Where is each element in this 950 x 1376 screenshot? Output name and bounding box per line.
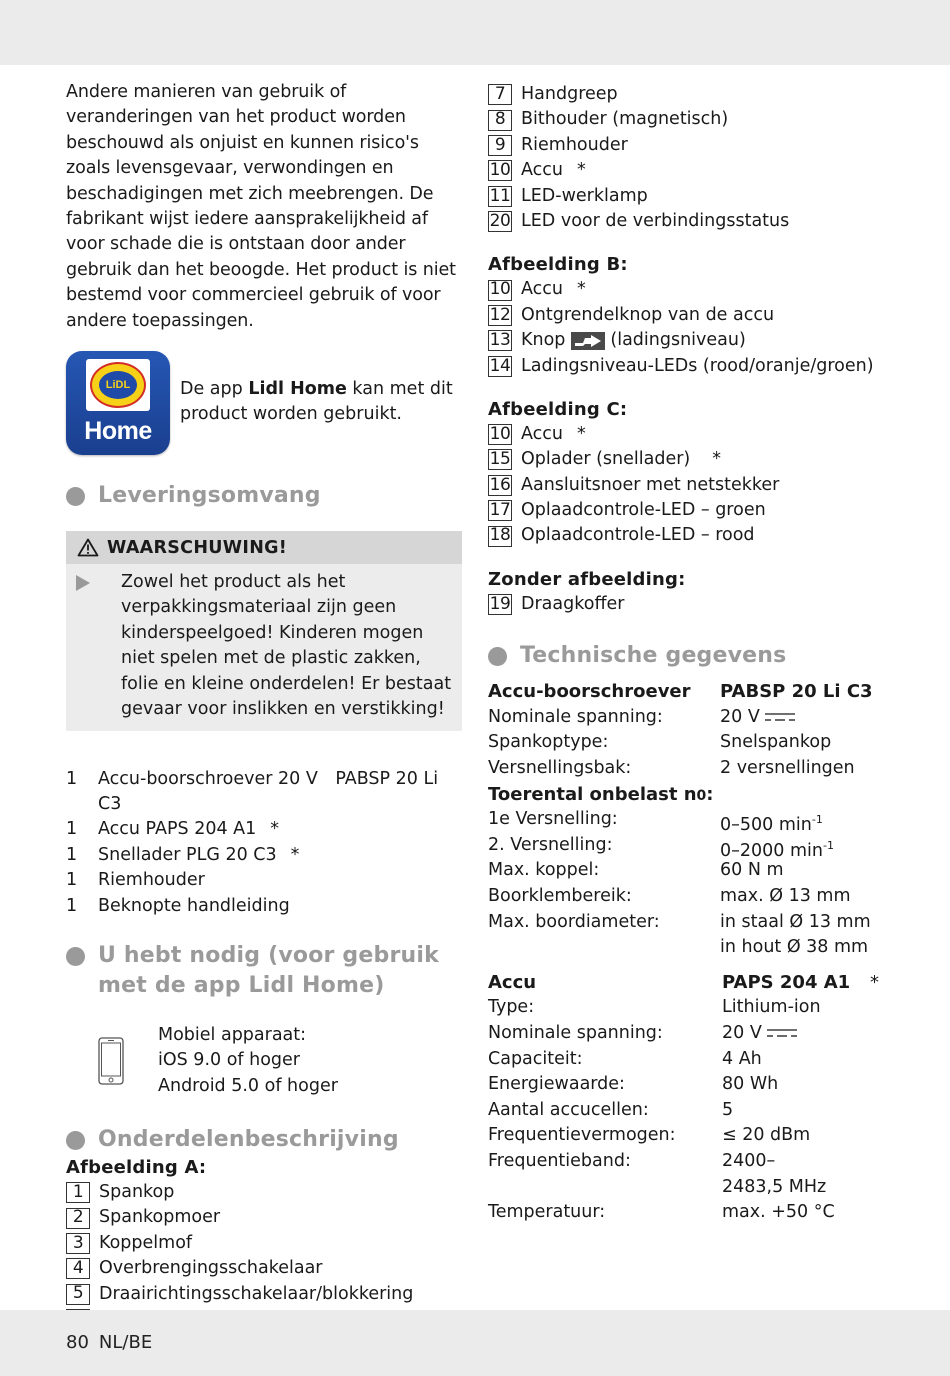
locale-label: NL/BE	[98, 1332, 153, 1353]
tech-table-drill	[488, 679, 888, 961]
table-row: 2483,5 MHz	[722, 1176, 827, 1197]
app-promo	[66, 351, 462, 461]
table-row: Max. koppel: 60 N m	[488, 860, 784, 881]
list-item: 2 Spankopmoer	[66, 1205, 462, 1230]
page-number: 80	[66, 1332, 89, 1353]
list-item: 17 Oplaadcontrole-LED – groen	[489, 500, 766, 521]
list-item: 1 Spankop	[66, 1180, 462, 1205]
warning-triangle-icon	[77, 538, 99, 557]
list-item: 12 Ontgrendelknop van de accu	[489, 304, 775, 325]
figure-c-list	[488, 422, 888, 549]
table-row: Nominale spanning: 20 V	[488, 1021, 888, 1047]
play-arrow-icon	[76, 575, 104, 591]
list-item: 13 Knop (ladingsniveau)	[489, 330, 746, 351]
bullet-dot-icon	[66, 947, 85, 966]
warning-header: WAARSCHUWING!	[66, 531, 462, 564]
table-row: Temperatuur: max. +50 °C	[488, 1202, 835, 1223]
tech-heading: Technische gegevens	[488, 641, 888, 671]
figure-b-list	[488, 277, 888, 379]
lidl-home-app-icon	[66, 351, 170, 455]
list-item: 10 Accu *	[489, 423, 586, 444]
delivery-list	[66, 767, 462, 919]
app-description: De app Lidl Home kan met dit product worden gebruikt.	[180, 379, 453, 425]
table-row: Versnellingsbak: 2 versnellingen	[488, 758, 855, 779]
delivery-heading: Leveringsomvang	[66, 481, 462, 511]
list-item: 15 Oplader (snellader) *	[489, 449, 721, 470]
table-row: Accu PAPS 204 A1 *	[488, 971, 879, 993]
figure-b-title: Afbeelding B:	[488, 254, 628, 276]
table-row: Capaciteit: 4 Ah	[488, 1048, 762, 1069]
app-name: Lidl Home	[248, 379, 347, 400]
list-item: 7 Handgreep	[488, 82, 888, 107]
bullet-dot-icon	[66, 1131, 85, 1150]
table-row: Type: Lithium-ion	[488, 997, 821, 1018]
tech-table-battery	[488, 970, 888, 1226]
table-row: Spankoptype: Snelspankop	[488, 732, 832, 753]
mobile-phone-icon	[98, 1037, 124, 1085]
table-row: 2. Versnelling: 0–2000 $\min^{-1}$	[488, 834, 834, 861]
app-icon-label: Home	[84, 417, 152, 446]
table-row: in hout Ø 38 mm	[720, 937, 869, 958]
page-footer	[66, 1332, 162, 1353]
requirements-block	[66, 1023, 462, 1103]
lidl-logo-text: LiDL	[99, 371, 137, 399]
table-row: Aantal accucellen: 5	[488, 1099, 734, 1120]
list-item: 20 LED voor de verbindingsstatus	[489, 210, 790, 231]
figure-none-title: Zonder afbeelding:	[488, 568, 686, 590]
warning-box	[66, 531, 462, 730]
figure-none-list	[488, 592, 888, 617]
table-row: Frequentieband: 2400–	[488, 1150, 776, 1171]
table-row: Frequentievermogen: ≤ 20 dBm	[488, 1125, 811, 1146]
direct-current-icon	[765, 1027, 799, 1039]
list-item: 3 Koppelmof	[66, 1231, 462, 1256]
list-item: 8 Bithouder (magnetisch)	[488, 107, 888, 132]
header-band	[0, 0, 950, 65]
table-row: 1e Versnelling: 0–500 $\min^{-1}$	[488, 809, 823, 836]
table-row: Boorklembereik: max. Ø 13 mm	[488, 886, 851, 906]
needs-heading: U hebt nodig (voor gebruik met de app Lidl Home)	[66, 941, 462, 1001]
table-row: Max. boordiameter: in staal Ø 13 mm	[488, 911, 871, 932]
list-item: 16 Aansluitsnoer met netstekker	[489, 474, 780, 495]
bullet-dot-icon	[66, 487, 85, 506]
bullet-dot-icon	[488, 647, 507, 666]
figure-c-title: Afbeelding C:	[488, 398, 628, 420]
list-item: 10 Accu *	[489, 160, 586, 181]
list-item: 19 Draagkoffer	[489, 593, 625, 614]
list-item: 14 Ladingsniveau-LEDs (rood/oranje/groen)	[489, 355, 874, 376]
list-item: 5 Draairichtingsschakelaar/blokkering	[66, 1282, 462, 1307]
figure-a-title: Afbeelding A:	[66, 1156, 207, 1178]
table-row: Toerental onbelast n0:	[488, 783, 714, 805]
list-item: 1 Riemhouder	[66, 870, 205, 891]
list-item: 1 Accu PAPS 204 A1 *	[66, 819, 280, 840]
warning-text: Zowel het product als het verpakkingsmateriaal zijn geen kinderspeelgoed! Kinderen mogen niet spelen met de plastic zakken, folie en kleine onderdelen! Er bestaat gevaar voor inslikken en verstikking!	[121, 572, 452, 720]
lidl-logo-icon	[86, 359, 150, 411]
right-column	[488, 82, 888, 1226]
list-item: 1 Beknopte handleiding	[66, 895, 290, 916]
direct-current-icon	[763, 711, 797, 723]
list-item: 11 LED-werklamp	[489, 185, 648, 206]
parts-heading: Onderdelenbeschrijving	[66, 1125, 462, 1155]
list-item: 1 Accu-boorschroever 20 V PABSP 20 Li C3	[66, 768, 439, 814]
intro-paragraph: Andere manieren van gebruik of veranderingen van het product worden beschouwd als onjuist en kunnen risico's zoals levensgevaar, verwondingen en beschadigingen met zich meebrengen. De fabrikant wijst iedere aansprakelijkheid af voor schade die is ontstaan door ander gebruik dan het beoogde. Het product is niet bestemd voor commercieel gebruik of voor andere toepassingen.	[66, 82, 456, 331]
requirements-text: Mobiel apparaat: iOS 9.0 of hoger Android 5.0 of hoger	[158, 1024, 338, 1096]
left-column	[66, 80, 462, 1332]
list-item: 10 Accu *	[489, 279, 586, 300]
table-row: Nominale spanning: 20 V	[488, 705, 888, 731]
list-item: 18 Oplaadcontrole-LED – rood	[489, 525, 755, 546]
warning-body	[66, 564, 462, 730]
list-item: 4 Overbrengingsschakelaar	[66, 1256, 462, 1281]
table-row: Energiewaarde: 80 Wh	[488, 1074, 779, 1095]
list-item: 1 Snellader PLG 20 C3 *	[66, 844, 300, 865]
list-item: 9 Riemhouder	[488, 133, 888, 158]
charge-level-button-icon	[571, 332, 605, 350]
figure-a-list-continued	[488, 82, 888, 234]
table-row: Accu-boorschroever PABSP 20 Li C3	[488, 681, 873, 703]
